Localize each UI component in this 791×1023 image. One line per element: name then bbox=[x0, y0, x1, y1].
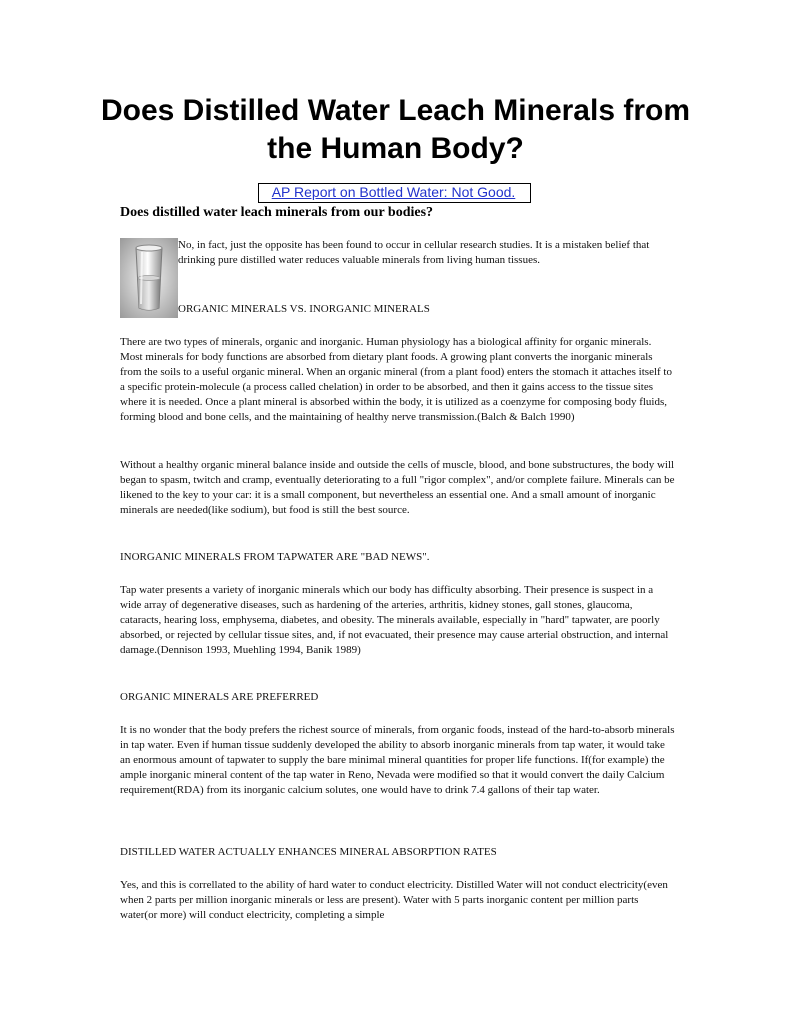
paragraph-body-prefers: It is no wonder that the body prefers the richest source of minerals, from organic foods, instead of the hard-to-absorb minerals in tap water. Even if human tissue suddenly developed the ability to absorb inorganic minerals from tap water, it would take an enormous amount of tapwater to supply the bare minimal mineral quantities for proper life functions. If(for example) the ample inorganic mineral content of the tap water in Reno, Nevada were modified so that it would convert the daily Calcium requirement(RDA) from its inorganic calcium solutes, one would have to drink 7.4 gallons of their tap water. bbox=[120, 724, 675, 796]
ap-report-link[interactable]: AP Report on Bottled Water: Not Good. bbox=[271, 184, 516, 200]
paragraph-distilled-enhances: Yes, and this is correllated to the ability of hard water to conduct electricity. Distilled Water will not conduct electricity(even when 2 parts per million inorganic minerals or less are present). Water with 5 parts inorganic content per million parts water(or more) will conduct electricity, completing a simple bbox=[120, 879, 668, 921]
subheading: Does distilled water leach minerals from our bodies? bbox=[120, 205, 434, 220]
section-heading-organic-vs-inorganic: ORGANIC MINERALS VS. INORGANIC MINERALS bbox=[178, 303, 430, 315]
section-heading-distilled-absorption: DISTILLED WATER ACTUALLY ENHANCES MINERAL ABSORPTION RATES bbox=[120, 846, 497, 858]
paragraph-minerals-types: There are two types of minerals, organic and inorganic. Human physiology has a biological affinity for organic minerals. Most minerals for body functions are absorbed from dietary plant foods. A growing plant converts the inorganic minerals from the soils to a useful organic mineral. When an organic mineral (from a plant food) enters the stomach it attaches itself to a specific protein-molecule (a process called chelation) in order to be absorbed, and then it gains access to the tissue sites where it is needed. Once a plant mineral is absorbed within the body, it is utilized as a coenzyme for composing body fluids, forming blood and bone cells, and the maintaining of healthy nerve transmission.(Balch & Balch 1990) bbox=[120, 336, 672, 423]
page-title: Does Distilled Water Leach Minerals from the Human Body? bbox=[100, 94, 691, 165]
paragraph-tap-water: Tap water presents a variety of inorganic minerals which our body has difficulty absorbing. Their presence is suspect in a wide array of degenerative diseases, such as hardening of the arteries, arthritis, kidney stones, gall stones, glaucoma, cataracts, hearing loss, emphysema, diabetes, and obesity. The minerals available, especially in "hard" tapwater, are poorly absorbed, or rejected by cellular tissue sites, and, if not evacuated, their presence may cause arterial obstruction, and internal damage.(Dennison 1993, Muehling 1994, Banik 1989) bbox=[120, 584, 669, 656]
section-heading-organic-preferred: ORGANIC MINERALS ARE PREFERRED bbox=[120, 691, 319, 703]
glass-of-water-icon bbox=[120, 238, 178, 318]
paragraph-mineral-balance: Without a healthy organic mineral balance inside and outside the cells of muscle, blood, and bone substructures, the body will began to spasm, twitch and cramp, eventually deteriorating to a full "rigor complex", and/or complete failure. Minerals can be likened to the key to your car: it is a small component, but nevertheless an essential one. And a small amount of inorganic minerals are needed(like sodium), but food is still the best source. bbox=[120, 459, 675, 516]
section-heading-tapwater: INORGANIC MINERALS FROM TAPWATER ARE "BAD NEWS". bbox=[120, 551, 430, 563]
intro-paragraph: No, in fact, just the opposite has been found to occur in cellular research studies. It is a mistaken belief that drinking pure distilled water reduces valuable minerals from living human tissues. bbox=[178, 239, 650, 266]
